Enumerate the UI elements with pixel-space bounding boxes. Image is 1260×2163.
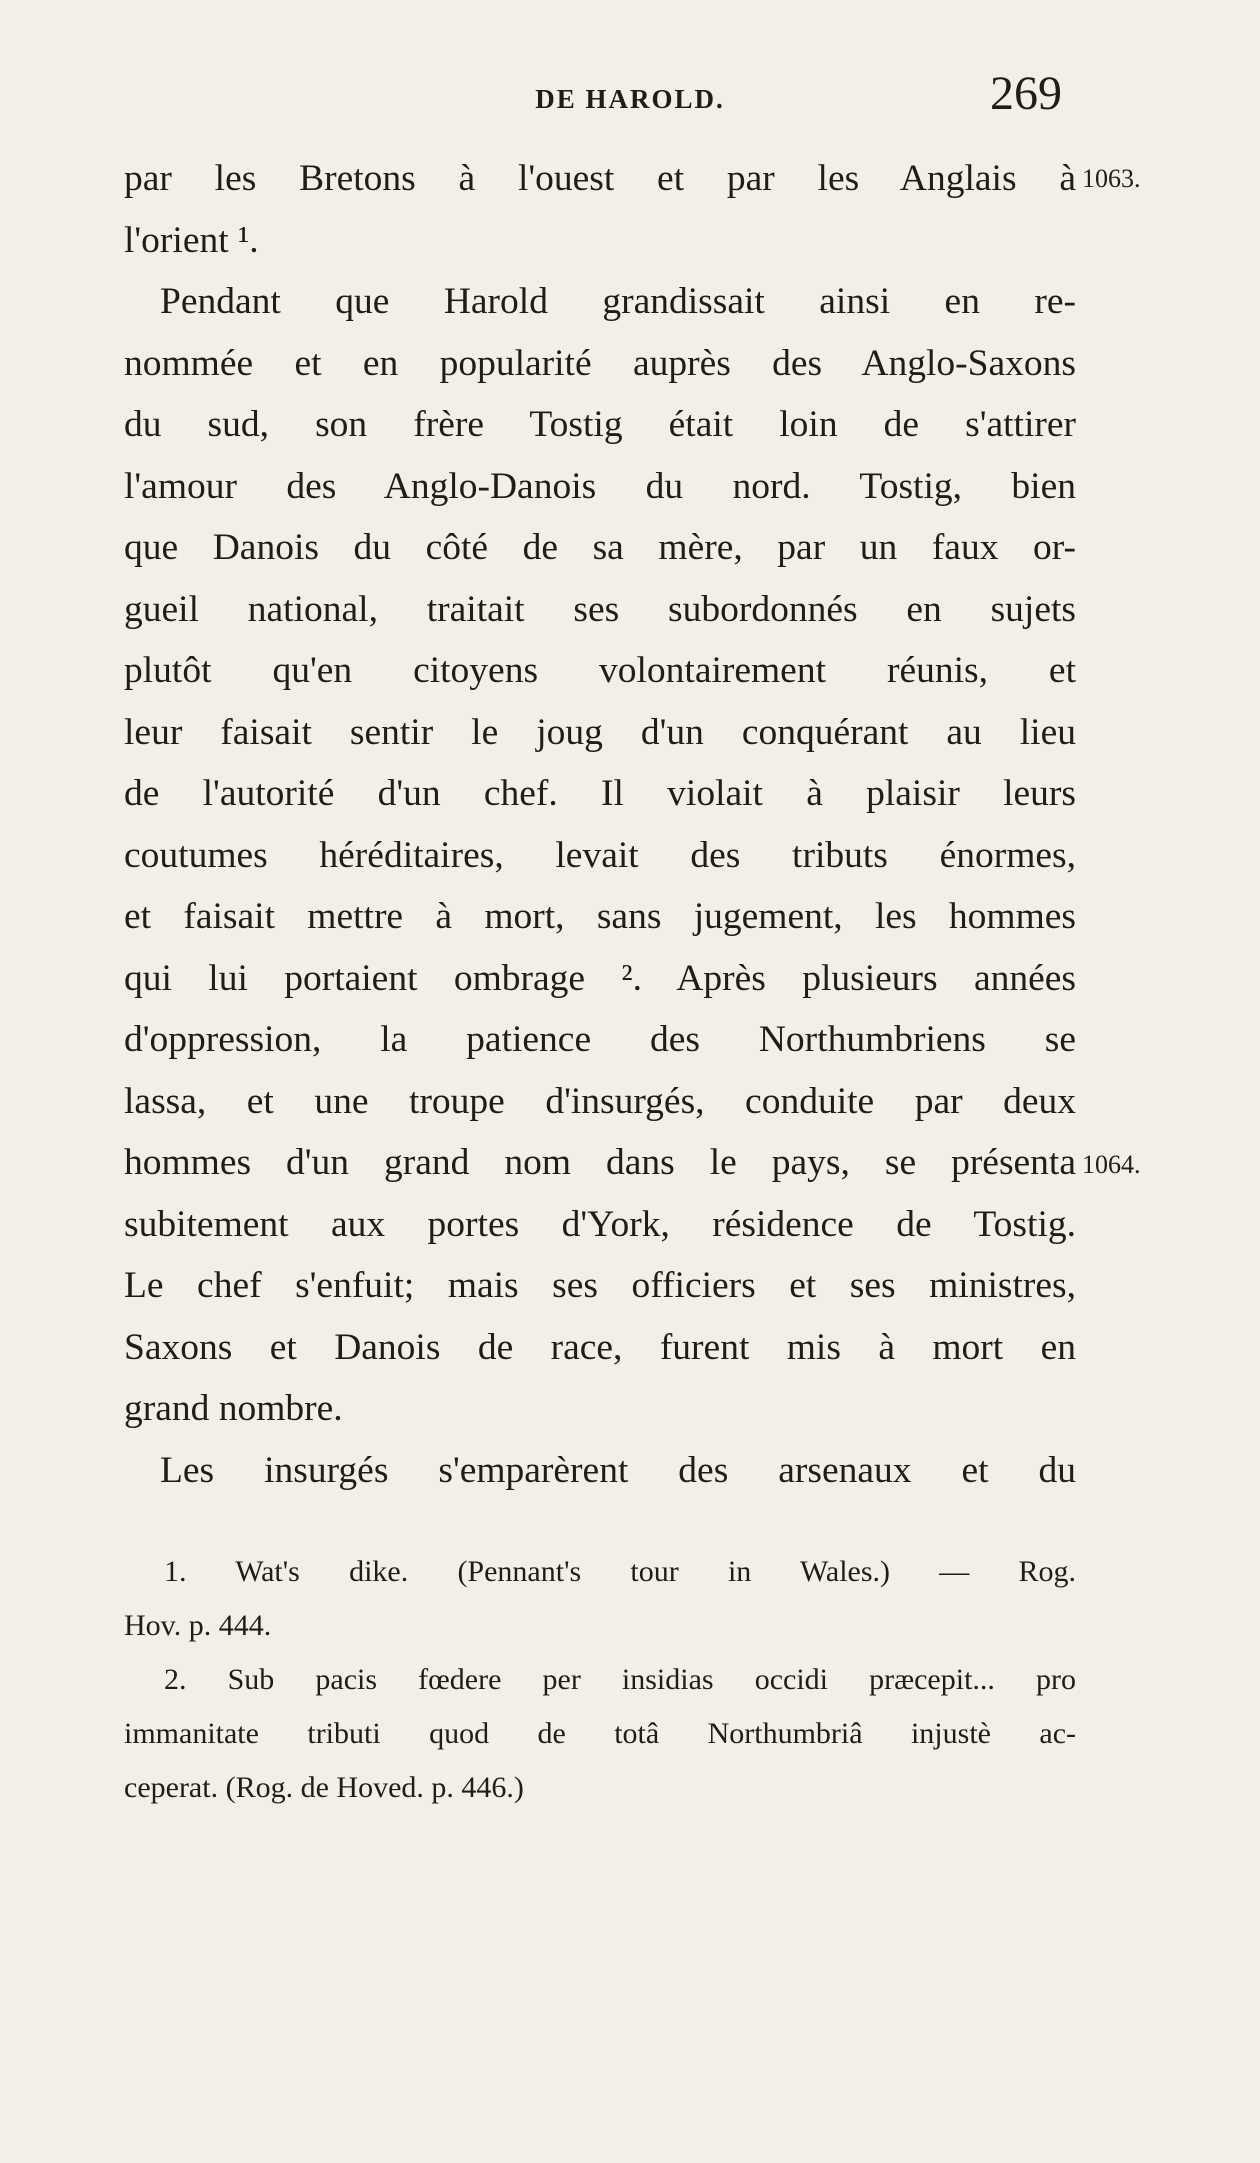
text-line: hommes d'un grand nom dans le pays, se présenta: [124, 1142, 1076, 1183]
text-line: Saxons et Danois de race, furent mis à mort en: [124, 1326, 1076, 1368]
text-line: subitement aux portes d'York, résidence de Tostig.: [124, 1203, 1076, 1245]
text-line: d'oppression, la patience des Northumbriens se: [124, 1019, 1076, 1060]
text-line: l'amour des Anglo-Danois du nord. Tostig, bien: [124, 465, 1076, 507]
text-line: de l'autorité d'un chef. Il violait à plaisir leurs: [124, 773, 1076, 814]
text-line: que Danois du côté de sa mère, par un faux or-: [124, 527, 1076, 568]
text-line: coutumes héréditaires, levait des tributs énormes,: [124, 834, 1076, 876]
running-title: DE HAROLD.: [535, 84, 725, 114]
text-line: qui lui portaient ombrage ². Après plusieurs années: [124, 957, 1076, 999]
text-line: et faisait mettre à mort, sans jugement, les hommes: [124, 896, 1076, 937]
footnote-line: 2. Sub pacis fœdere per insidias occidi præcepit... pro: [164, 1663, 1076, 1696]
text-line: leur faisait sentir le joug d'un conquérant au lieu: [124, 711, 1076, 753]
text-line: par les Bretons à l'ouest et par les Anglais à: [124, 158, 1076, 199]
text-line: lassa, et une troupe d'insurgés, conduite par deux: [124, 1080, 1076, 1122]
text-line: Pendant que Harold grandissait ainsi en re-: [160, 281, 1076, 322]
text-line: Le chef s'enfuit; mais ses officiers et ses ministres,: [124, 1265, 1076, 1306]
footnote-line: 1. Wat's dike. (Pennant's tour in Wales.) — Rog.: [164, 1555, 1076, 1588]
footnotes: [124, 1545, 1076, 1815]
margin-year-1064: 1064.: [1082, 1150, 1141, 1179]
footnote-line: ceperat. (Rog. de Hoved. p. 446.): [124, 1771, 524, 1804]
margin-year-1063: 1063.: [1082, 164, 1141, 193]
text-line: nommée et en popularité auprès des Anglo-Saxons: [124, 342, 1076, 384]
footnote-line: Hov. p. 444.: [124, 1609, 272, 1642]
page-number: 269: [990, 67, 1062, 120]
main-text: [124, 148, 1076, 1501]
text-line: plutôt qu'en citoyens volontairement réunis, et: [124, 650, 1076, 691]
text-line: l'orient ¹.: [124, 219, 259, 261]
text-line: grand nombre.: [124, 1388, 343, 1429]
text-line: du sud, son frère Tostig était loin de s'attirer: [124, 404, 1076, 445]
text-line: Les insurgés s'emparèrent des arsenaux et du: [160, 1449, 1076, 1491]
footnote-line: immanitate tributi quod de totâ Northumbriâ injustè ac-: [124, 1717, 1076, 1750]
text-line: gueil national, traitait ses subordonnés en sujets: [124, 588, 1076, 630]
